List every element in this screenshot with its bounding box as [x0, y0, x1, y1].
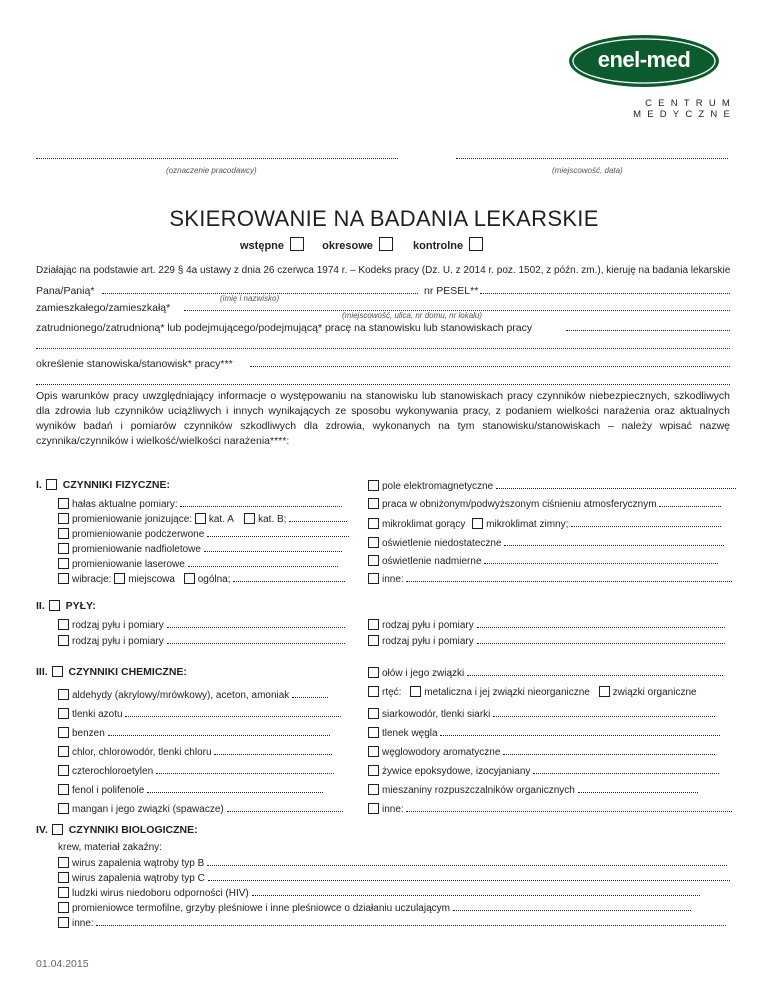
logo-text: enel-med — [597, 47, 691, 72]
phenol-checkbox[interactable] — [58, 784, 69, 795]
position-label: określenie stanowiska/stanowisk* pracy*** — [36, 358, 233, 370]
dust-item: rodzaj pyłu i pomiary — [58, 634, 345, 648]
aromatic-hydrocarbons-item: węglowodory aromatyczne — [368, 745, 715, 759]
address-label: zamieszkałego/zamieszkałą* — [36, 302, 171, 314]
benzene-checkbox[interactable] — [58, 727, 69, 738]
mercury-checkbox[interactable] — [368, 686, 379, 697]
exam-type-group — [240, 237, 483, 252]
biological-intro: krew, materiał zakaźny: — [58, 842, 162, 853]
hbv-checkbox[interactable] — [58, 857, 69, 868]
section-dust-title: II. PYŁY: — [36, 600, 96, 612]
hiv-item: ludzki wirus niedoboru odporności (HIV) — [58, 886, 700, 900]
carbon-monoxide-item: tlenek węgla — [368, 726, 720, 740]
page-title: SKIEROWANIE NA BADANIA LEKARSKIE — [169, 206, 599, 231]
manganese-item: mangan i jego związki (spawacze) — [58, 802, 343, 816]
exam-type-control-checkbox[interactable] — [469, 237, 483, 251]
place-date-caption: (miejscowość, data) — [552, 166, 623, 175]
excess-light-item: oświetlenie nadmierne — [368, 554, 718, 568]
hbv-item: wirus zapalenia wątroby typ B — [58, 856, 727, 870]
workplace-input-2[interactable] — [36, 348, 730, 349]
vibration-local-checkbox[interactable] — [114, 573, 125, 584]
nitrogen-oxides-item: tlenki azotu — [58, 707, 341, 721]
work-conditions-description: Opis warunków pracy uwzględniający informacje o występowaniu na stanowisku lub stanowiskach pracy czynników niebezpiecznych, szkodliwych dla zdrowia lub czynników uciążliwych i innych wynikających ze sposobu wykonywania pracy, z podaniem wielkości narażenia oraz aktualnych wyników badań i pomiarów czynników szkodliwych dla zdrowia, wykonanych na tym stanowisku/stanowiskach – należy wpisać nazwę czynnika/czynników i wielkość/wielkości narażenia****: — [36, 390, 730, 447]
pressure-checkbox[interactable] — [368, 498, 379, 509]
employer-line[interactable] — [36, 158, 398, 159]
chlorine-item: chlor, chlorowodór, tlenki chloru — [58, 745, 332, 759]
section-physical-checkbox[interactable] — [46, 479, 57, 490]
dust-item: rodzaj pyłu i pomiary — [368, 618, 725, 632]
brand-tagline: CENTRUM MEDYCZNE — [633, 98, 736, 120]
exam-type-control-label: kontrolne — [413, 240, 464, 252]
infrared-checkbox[interactable] — [58, 528, 69, 539]
chemical-other-item: inne: — [368, 802, 732, 816]
actinomycetes-checkbox[interactable] — [58, 902, 69, 913]
dust-checkbox[interactable] — [58, 619, 69, 630]
em-field-item: pole elektromagnetyczne — [368, 479, 736, 493]
chemical-other-checkbox[interactable] — [368, 803, 379, 814]
excess-light-checkbox[interactable] — [368, 555, 379, 566]
brand-logo — [568, 34, 720, 88]
cold-microclimate-checkbox[interactable] — [472, 518, 483, 529]
tetrachloroethylene-checkbox[interactable] — [58, 765, 69, 776]
solvents-item: mieszaniny rozpuszczalników organicznych — [368, 783, 698, 797]
dust-checkbox[interactable] — [58, 635, 69, 646]
aromatic-hydrocarbons-checkbox[interactable] — [368, 746, 379, 757]
ultraviolet-item: promieniowanie nadfioletowe — [58, 542, 342, 556]
exam-type-initial-checkbox[interactable] — [290, 237, 304, 251]
employer-caption: (oznaczenie pracodawcy) — [166, 166, 257, 175]
ionizing-checkbox[interactable] — [58, 513, 69, 524]
phenol-item: fenol i polifenole — [58, 783, 323, 797]
pressure-item: praca w obniżonym/podwyższonym ciśnieniu atmosferycznym — [368, 497, 721, 511]
dust-item: rodzaj pyłu i pomiary — [58, 618, 345, 632]
physical-other-checkbox[interactable] — [368, 573, 379, 584]
exam-type-periodic-checkbox[interactable] — [379, 237, 393, 251]
noise-checkbox[interactable] — [58, 498, 69, 509]
noise-item: hałas aktualne pomiary: — [58, 497, 342, 511]
ionizing-cat-b-checkbox[interactable] — [244, 513, 255, 524]
lead-checkbox[interactable] — [368, 667, 379, 678]
mercury-metallic-checkbox[interactable] — [410, 686, 421, 697]
hiv-checkbox[interactable] — [58, 887, 69, 898]
mercury-organic-checkbox[interactable] — [599, 686, 610, 697]
laser-checkbox[interactable] — [58, 558, 69, 569]
person-label: Pana/Panią* — [36, 285, 95, 297]
workplace-input-1[interactable] — [566, 330, 730, 331]
carbon-monoxide-checkbox[interactable] — [368, 727, 379, 738]
hcv-item: wirus zapalenia wątroby typ C — [58, 871, 730, 885]
biological-other-item: inne: — [58, 916, 726, 930]
nitrogen-oxides-checkbox[interactable] — [58, 708, 69, 719]
aldehydes-checkbox[interactable] — [58, 689, 69, 700]
section-dust-checkbox[interactable] — [49, 600, 60, 611]
section-chemical-title: III. CZYNNIKI CHEMICZNE: — [36, 666, 187, 678]
hydrogen-sulfide-item: siarkowodór, tlenki siarki — [368, 707, 715, 721]
employed-label: zatrudnionego/zatrudnioną* lub podejmującego/podejmującą* pracę na stanowisku lub stanowiskach pracy — [36, 322, 533, 334]
person-caption: (imię i nazwisko) — [220, 294, 280, 303]
dust-checkbox[interactable] — [368, 635, 379, 646]
hcv-checkbox[interactable] — [58, 872, 69, 883]
section-physical-title: I. CZYNNIKI FIZYCZNE: — [36, 479, 171, 491]
section-biological-title: IV. CZYNNIKI BIOLOGICZNE: — [36, 824, 198, 836]
hot-microclimate-checkbox[interactable] — [368, 518, 379, 529]
laser-item: promieniowanie laserowe — [58, 557, 338, 571]
physical-other-item: inne: — [368, 572, 732, 586]
legal-basis-text: Działając na podstawie art. 229 § 4a ustawy z dnia 26 czerwca 1974 r. – Kodeks pracy (Dz. U. z 2014 r. poz. 1502, z późn. zm.), kieruję na badania lekarskie — [36, 265, 731, 276]
ionizing-cat-a-checkbox[interactable] — [195, 513, 206, 524]
position-input-2[interactable] — [36, 384, 730, 385]
section-chemical-checkbox[interactable] — [52, 666, 63, 677]
pesel-label: nr PESEL** — [424, 285, 479, 297]
actinomycetes-item: promieniowce termofilne, grzyby pleśniowe i inne pleśniowce o działaniu uczulającym — [58, 901, 691, 915]
vibration-checkbox[interactable] — [58, 573, 69, 584]
microclimate-item: mikroklimat gorący mikroklimat zimny; — [368, 517, 721, 531]
chlorine-checkbox[interactable] — [58, 746, 69, 757]
exam-type-initial-label: wstępne — [240, 240, 285, 252]
exam-type-periodic-label: okresowe — [322, 240, 373, 252]
benzene-item: benzen — [58, 726, 330, 740]
lead-item: ołów i jego związki — [368, 666, 723, 680]
epoxy-resins-item: żywice epoksydowe, izocyjaniany — [368, 764, 719, 778]
place-date-line[interactable] — [456, 158, 728, 159]
address-caption: (miejscowość, ulica, nr domu, nr lokalu) — [342, 311, 483, 320]
infrared-item: promieniowanie podczerwone — [58, 527, 349, 541]
epoxy-resins-checkbox[interactable] — [368, 765, 379, 776]
tetrachloroethylene-item: czterochloroetylen — [58, 764, 334, 778]
dust-checkbox[interactable] — [368, 619, 379, 630]
manganese-checkbox[interactable] — [58, 803, 69, 814]
solvents-checkbox[interactable] — [368, 784, 379, 795]
vibration-item: wibracje: miejscowa ogólna; — [58, 572, 345, 586]
em-field-checkbox[interactable] — [368, 480, 379, 491]
pesel-input[interactable] — [480, 293, 730, 294]
dust-item: rodzaj pyłu i pomiary — [368, 634, 725, 648]
hydrogen-sulfide-checkbox[interactable] — [368, 708, 379, 719]
biological-other-checkbox[interactable] — [58, 917, 69, 928]
aldehydes-item: aldehydy (akrylowy/mrówkowy), aceton, amoniak — [58, 688, 328, 702]
position-input-1[interactable] — [250, 366, 730, 367]
low-light-item: oświetlenie niedostateczne — [368, 536, 724, 550]
ultraviolet-checkbox[interactable] — [58, 543, 69, 554]
mercury-item: rtęć: metaliczna i jej związki nieorganiczne związki organiczne — [368, 686, 697, 699]
footer-date: 01.04.2015 — [36, 958, 89, 970]
low-light-checkbox[interactable] — [368, 537, 379, 548]
vibration-general-checkbox[interactable] — [184, 573, 195, 584]
ionizing-item: promieniowanie jonizujące: kat. A kat. B; — [58, 512, 347, 526]
section-biological-checkbox[interactable] — [52, 824, 63, 835]
